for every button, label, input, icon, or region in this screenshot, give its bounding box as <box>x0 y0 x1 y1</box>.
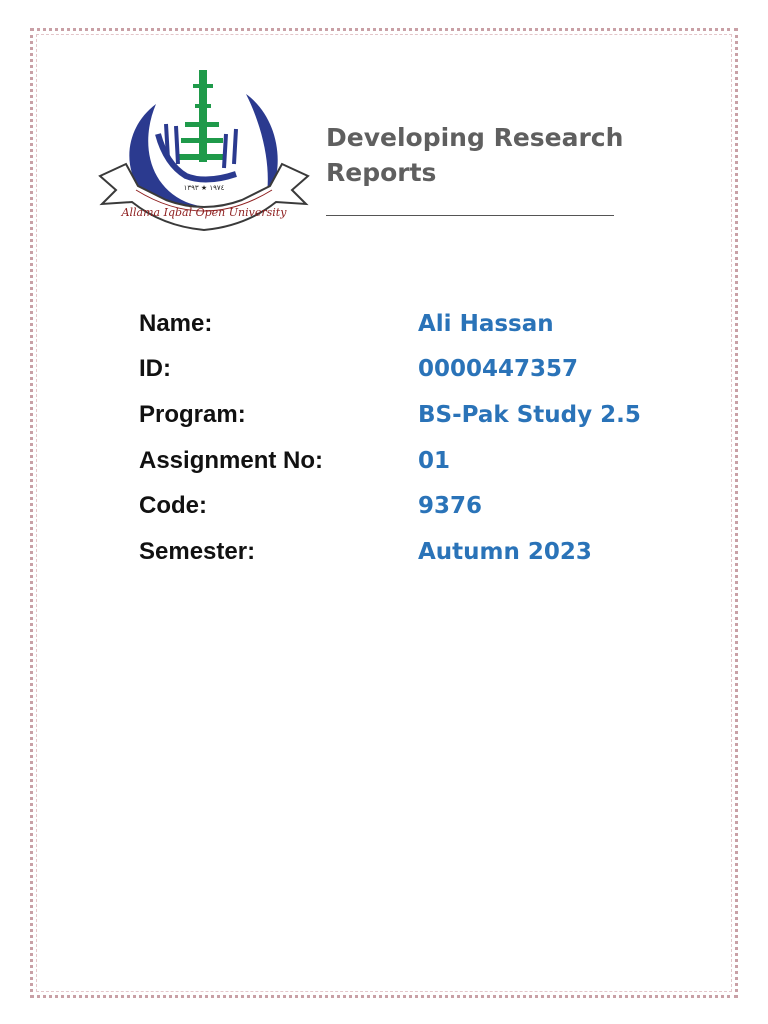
field-label: Code: <box>139 492 207 520</box>
field-value: 9376 <box>418 493 483 520</box>
field-value: Ali Hassan <box>418 310 554 337</box>
field-row-semester <box>139 529 699 575</box>
field-value: Autumn 2023 <box>418 538 592 565</box>
field-row-name <box>139 301 699 347</box>
field-row-program <box>139 392 699 438</box>
student-info <box>139 301 699 575</box>
logo-banner-text: Allama Iqbal Open University <box>121 206 287 219</box>
field-value: 0000447357 <box>418 356 579 383</box>
svg-text:١٩٧٤ ★ ١٣٩٣: ١٩٧٤ ★ ١٣٩٣ <box>183 184 225 192</box>
document-title <box>326 120 706 190</box>
field-label: ID: <box>139 355 171 383</box>
document-title-line1: Developing Research <box>326 123 624 152</box>
field-row-assignment <box>139 438 699 484</box>
university-crest-icon <box>96 64 312 256</box>
field-label: Name: <box>139 309 213 337</box>
field-value: 01 <box>418 447 451 474</box>
field-value: BS-Pak Study 2.5 <box>418 401 641 428</box>
field-row-id <box>139 347 699 393</box>
title-underline <box>326 215 614 216</box>
field-label: Assignment No: <box>139 446 324 474</box>
document-title-line2: Reports <box>326 158 437 187</box>
field-label: Program: <box>139 400 246 428</box>
field-row-code <box>139 483 699 529</box>
field-label: Semester: <box>139 537 256 565</box>
